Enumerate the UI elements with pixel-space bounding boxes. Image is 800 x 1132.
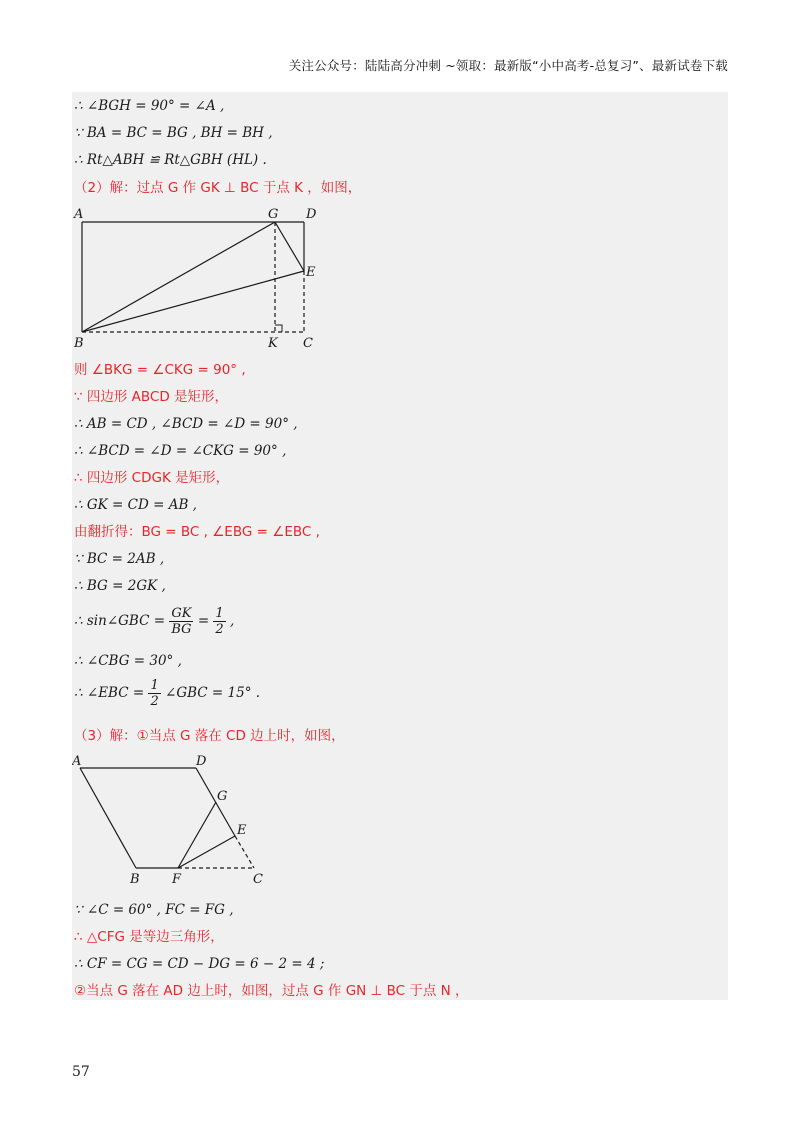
step-line-7: ∴ AB = CD , ∠BCD = ∠D = 90° , <box>74 416 298 432</box>
step-line-19: ∴ △CFG 是等边三角形， <box>74 929 224 945</box>
label-d: D <box>306 207 317 222</box>
segment-ab <box>80 768 136 868</box>
segment-fg <box>178 802 216 868</box>
part2-heading: （2）解：过点 G 作 GK ⊥ BC 于点 K ，如图， <box>74 180 362 196</box>
label-a: A <box>72 754 82 769</box>
label-c: C <box>303 336 313 351</box>
step-line-21: ②当点 G 落在 AD 边上时，如图，过点 G 作 GN ⊥ BC 于点 N ， <box>74 983 469 999</box>
page-header: 关注公众号：陆陆高分冲刺 ~领取：最新版“小中高考-总复习”、最新试卷下载 <box>288 58 728 73</box>
sin-expression: ∴ sin∠GBC = <box>74 613 166 629</box>
segment-bg <box>82 222 275 332</box>
step-line-3: ∴ Rt△ABH ≌ Rt△GBH (HL) . <box>74 152 267 168</box>
right-angle-mark <box>275 325 282 332</box>
label-k: K <box>268 336 278 351</box>
step-line-15: ∴ ∠CBG = 30° , <box>74 653 182 669</box>
label-e: E <box>237 823 247 838</box>
step-line-1: ∴ ∠BGH = 90° = ∠A , <box>74 98 225 114</box>
part3-heading: （3）解：①当点 G 落在 CD 边上时，如图， <box>74 728 345 744</box>
label-g: G <box>217 789 228 804</box>
label-d: D <box>196 754 207 769</box>
fraction-gk-bg: $\frac{GK}{BG}$ <box>171 606 192 637</box>
label-b: B <box>130 872 140 887</box>
fraction-one-half: $\frac{1}{2}$ <box>215 606 224 637</box>
step-line-14: ∴ sin∠GBC = $\frac{GK}{BG}$ = $\frac{1}{2}$ , <box>74 606 235 637</box>
step-line-2: ∵ BA = BC = BG , BH = BH , <box>74 125 273 141</box>
label-a: A <box>74 207 84 222</box>
figure-parallelogram-fold <box>72 752 272 888</box>
step-line-6: ∵ 四边形 ABCD 是矩形， <box>74 389 229 405</box>
step-line-5: 则 ∠BKG = ∠CKG = 90° , <box>74 362 246 378</box>
step-line-12: ∵ BC = 2AB , <box>74 551 165 567</box>
step-line-8: ∴ ∠BCD = ∠D = ∠CKG = 90° , <box>74 443 287 459</box>
fraction-half: $\frac{1}{2}$ <box>150 678 159 709</box>
step-line-13: ∴ BG = 2GK , <box>74 578 166 594</box>
segment-ge <box>275 222 304 271</box>
page-number: 57 <box>72 1064 90 1080</box>
segment-be <box>82 271 304 332</box>
label-e: E <box>306 265 316 280</box>
step-line-11: 由翻折得：BG = BC , ∠EBG = ∠EBC , <box>74 524 320 540</box>
figure-rectangle-fold <box>72 204 332 352</box>
step-line-18: ∵ ∠C = 60° , FC = FG , <box>74 902 234 918</box>
label-f: F <box>172 872 182 887</box>
segment-ec-dashed <box>235 836 254 868</box>
step-line-16: ∴ ∠EBC = $\frac{1}{2}$ ∠GBC = 15° . <box>74 678 261 709</box>
step-line-10: ∴ GK = CD = AB , <box>74 497 197 513</box>
label-c: C <box>253 872 263 887</box>
label-g: G <box>268 207 279 222</box>
step-line-9: ∴ 四边形 CDGK 是矩形， <box>74 470 230 486</box>
label-b: B <box>74 336 84 351</box>
step-line-20: ∴ CF = CG = CD − DG = 6 − 2 = 4 ; <box>74 956 325 972</box>
